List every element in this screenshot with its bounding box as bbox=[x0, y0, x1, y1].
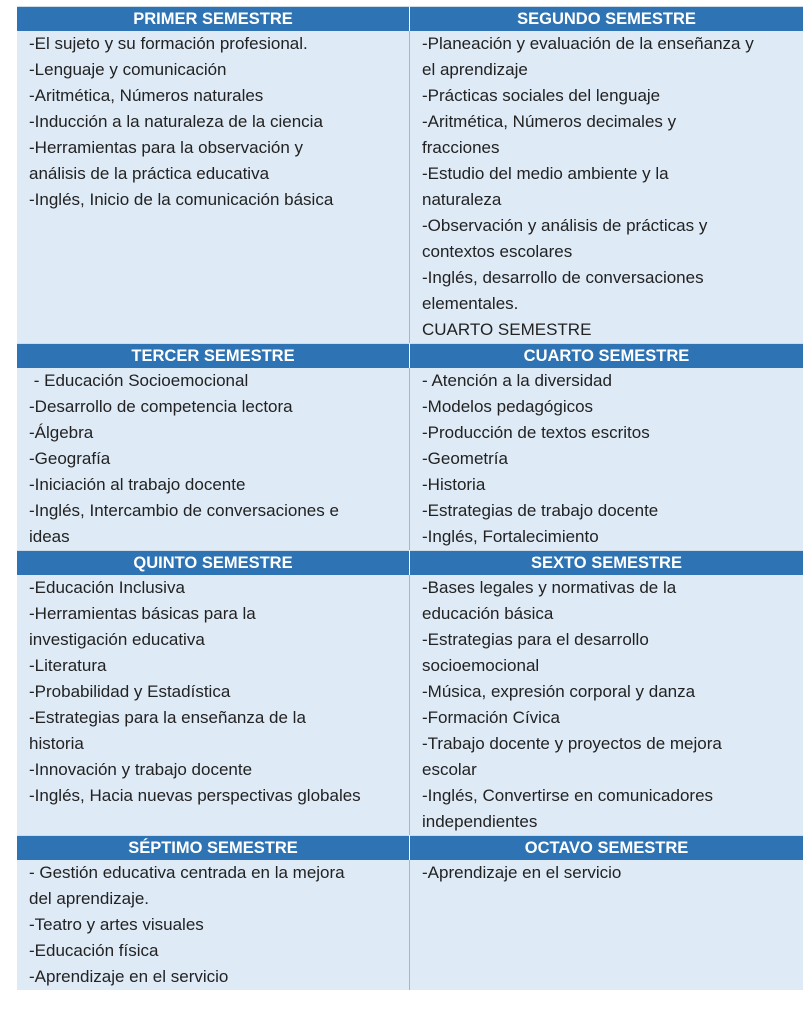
subject-line: -Modelos pedagógicos bbox=[422, 397, 594, 416]
subject-line: contextos escolares bbox=[422, 242, 573, 261]
header-row bbox=[17, 835, 803, 860]
subject-line: -Geometría bbox=[422, 449, 508, 468]
subject-line: -Iniciación al trabajo docente bbox=[29, 475, 246, 494]
subject-line: -Teatro y artes visuales bbox=[29, 915, 204, 934]
subject-line: -Herramientas para la observación y bbox=[29, 138, 304, 157]
subject-line: el aprendizaje bbox=[422, 60, 528, 79]
subject-line: -El sujeto y su formación profesional. bbox=[29, 34, 308, 53]
subject-line: -Bases legales y normativas de la bbox=[422, 578, 677, 597]
subject-line: -Probabilidad y Estadística bbox=[29, 682, 231, 701]
subject-line: -Historia bbox=[422, 475, 486, 494]
subject-line: -Inglés, Fortalecimiento bbox=[422, 527, 599, 546]
subject-line: - Gestión educativa centrada en la mejora bbox=[29, 863, 345, 882]
semester-heading: PRIMER SEMESTRE bbox=[17, 6, 410, 31]
subject-line: -Planeación y evaluación de la enseñanza y bbox=[422, 34, 754, 53]
subject-line: -Música, expresión corporal y danza bbox=[422, 682, 696, 701]
semester-heading: SEGUNDO SEMESTRE bbox=[410, 6, 803, 31]
subject-line: socioemocional bbox=[422, 656, 540, 675]
subject-line: CUARTO SEMESTRE bbox=[422, 320, 592, 339]
subject-line: -Estrategias para la enseñanza de la bbox=[29, 708, 306, 727]
content-row bbox=[17, 31, 803, 343]
subject-list bbox=[410, 575, 803, 835]
subject-line: -Geografía bbox=[29, 449, 111, 468]
subject-line: -Producción de textos escritos bbox=[422, 423, 650, 442]
subject-line: -Educación Inclusiva bbox=[29, 578, 185, 597]
subject-line: -Inglés, Intercambio de conversaciones e bbox=[29, 501, 339, 520]
subject-line: -Innovación y trabajo docente bbox=[29, 760, 253, 779]
content-row bbox=[17, 575, 803, 835]
subject-line: fracciones bbox=[422, 138, 500, 157]
subject-line: -Trabajo docente y proyectos de mejora bbox=[422, 734, 722, 753]
subject-list bbox=[17, 575, 410, 835]
subject-line: -Inglés, Hacia nuevas perspectivas globales bbox=[29, 786, 361, 805]
subject-line: -Inglés, Inicio de la comunicación básica bbox=[29, 190, 334, 209]
subject-line: -Herramientas básicas para la bbox=[29, 604, 256, 623]
subject-line: ideas bbox=[29, 527, 70, 546]
subject-line: -Literatura bbox=[29, 656, 107, 675]
subject-line: educación básica bbox=[422, 604, 554, 623]
subject-line: del aprendizaje. bbox=[29, 889, 150, 908]
subject-line: análisis de la práctica educativa bbox=[29, 164, 270, 183]
header-row bbox=[17, 550, 803, 575]
subject-line: -Estrategias de trabajo docente bbox=[422, 501, 659, 520]
subject-line: elementales. bbox=[422, 294, 519, 313]
header-row bbox=[17, 6, 803, 31]
semester-heading: SEXTO SEMESTRE bbox=[410, 550, 803, 575]
curriculum-table bbox=[17, 6, 803, 990]
subject-list bbox=[17, 368, 410, 550]
subject-line: -Desarrollo de competencia lectora bbox=[29, 397, 293, 416]
subject-line: naturaleza bbox=[422, 190, 502, 209]
subject-line: -Educación física bbox=[29, 941, 159, 960]
subject-list bbox=[410, 368, 803, 550]
subject-line: -Aritmética, Números naturales bbox=[29, 86, 264, 105]
subject-line: -Álgebra bbox=[29, 423, 94, 442]
header-row bbox=[17, 343, 803, 368]
subject-line: -Formación Cívica bbox=[422, 708, 560, 727]
subject-list bbox=[17, 860, 410, 990]
semester-heading: CUARTO SEMESTRE bbox=[410, 343, 803, 368]
subject-line: -Inglés, Convertirse en comunicadores bbox=[422, 786, 714, 805]
subject-line: -Estrategias para el desarrollo bbox=[422, 630, 649, 649]
subject-line: -Prácticas sociales del lenguaje bbox=[422, 86, 661, 105]
subject-line: -Inducción a la naturaleza de la ciencia bbox=[29, 112, 323, 131]
subject-line: -Estudio del medio ambiente y la bbox=[422, 164, 669, 183]
subject-line: historia bbox=[29, 734, 84, 753]
semester-heading: SÉPTIMO SEMESTRE bbox=[17, 835, 410, 860]
semester-heading: QUINTO SEMESTRE bbox=[17, 550, 410, 575]
content-row bbox=[17, 860, 803, 990]
subject-line: -Aritmética, Números decimales y bbox=[422, 112, 677, 131]
subject-line: investigación educativa bbox=[29, 630, 205, 649]
subject-line: -Aprendizaje en el servicio bbox=[29, 967, 229, 986]
subject-list bbox=[17, 31, 410, 343]
subject-line: -Inglés, desarrollo de conversaciones bbox=[422, 268, 704, 287]
semester-heading: TERCER SEMESTRE bbox=[17, 343, 410, 368]
subject-line: -Observación y análisis de prácticas y bbox=[422, 216, 708, 235]
subject-list bbox=[410, 31, 803, 343]
subject-line: - Educación Socioemocional bbox=[29, 371, 249, 390]
subject-line: -Aprendizaje en el servicio bbox=[422, 863, 622, 882]
subject-list bbox=[410, 860, 803, 990]
content-row bbox=[17, 368, 803, 550]
subject-line: - Atención a la diversidad bbox=[422, 371, 612, 390]
subject-line: -Lenguaje y comunicación bbox=[29, 60, 227, 79]
subject-line: escolar bbox=[422, 760, 477, 779]
semester-heading: OCTAVO SEMESTRE bbox=[410, 835, 803, 860]
subject-line: independientes bbox=[422, 812, 538, 831]
